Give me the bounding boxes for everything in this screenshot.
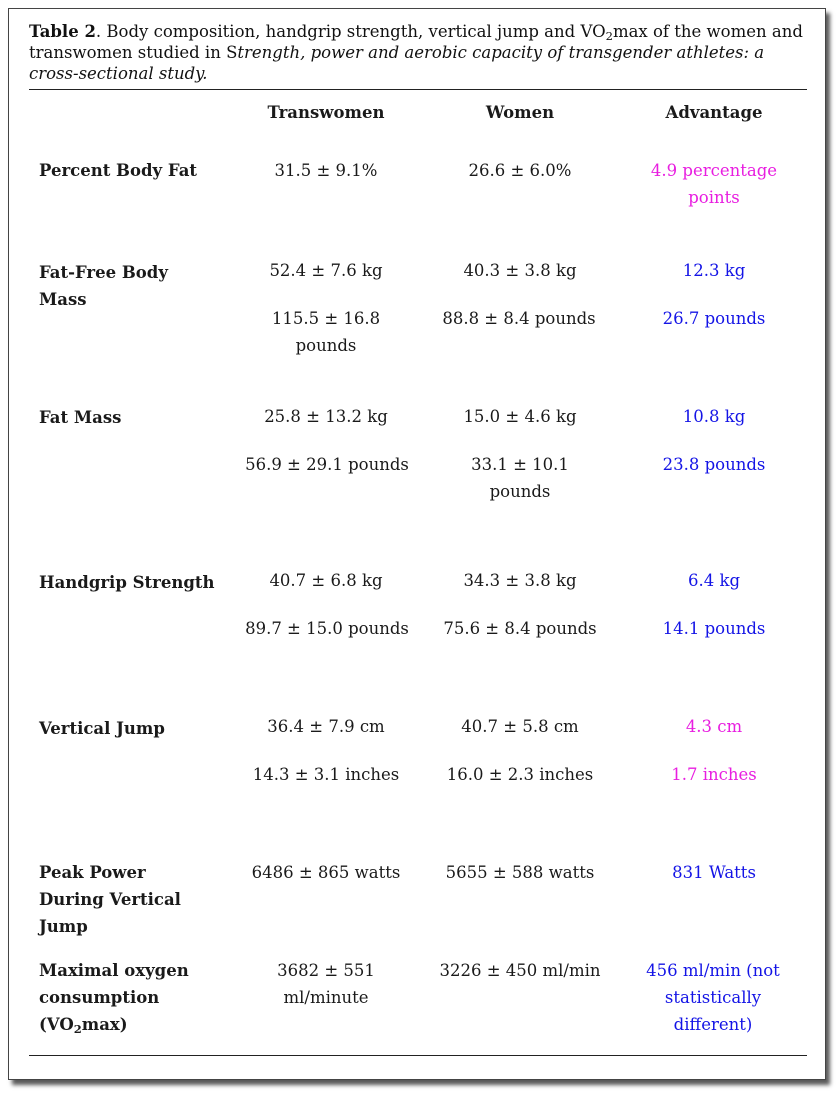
cell-hg-trans-kg: 40.7 ± 6.8 kg <box>269 571 383 590</box>
cell-body-fat-advantage: 4.9 percentage points <box>650 161 778 207</box>
row-label-fat-free-mass: Fat-Free Body Mass <box>39 263 168 309</box>
cell-ffm-advantage-kg: 12.3 kg <box>682 261 746 280</box>
cell-vj-advantage-cm: 4.3 cm <box>685 717 743 736</box>
cell-body-fat-women: 26.6 ± 6.0% <box>468 161 572 180</box>
cell-vo2-advantage: 456 ml/min (not statistically different) <box>646 961 780 1034</box>
cell-hg-advantage-lb: 14.1 pounds <box>662 619 766 638</box>
row-label-vertical-jump: Vertical Jump <box>39 719 165 738</box>
cell-body-fat-trans: 31.5 ± 9.1% <box>274 161 378 180</box>
cell-fm-trans-lb: 56.9 ± 29.1 pounds <box>245 455 409 474</box>
cell-hg-trans-lb: 89.7 ± 15.0 pounds <box>245 619 409 638</box>
header-advantage: Advantage <box>665 103 763 122</box>
row-label-fat-mass: Fat Mass <box>39 408 122 427</box>
top-rule <box>29 89 807 90</box>
table-caption: Table 2. Body composition, handgrip strength, vertical jump and $VO_2\max$ of the women and transwomen studied in Strength, power and aerobic capacity of transgender athletes: a cross-sectional study. <box>29 22 803 83</box>
cell-fm-trans-kg: 25.8 ± 13.2 kg <box>264 407 388 426</box>
cell-fm-women-lb: 33.1 ± 10.1 pounds <box>471 455 569 501</box>
row-label-body-fat: Percent Body Fat <box>39 161 198 180</box>
cell-vj-trans-cm: 36.4 ± 7.9 cm <box>267 717 385 736</box>
cell-vj-advantage-in: 1.7 inches <box>671 765 757 784</box>
bottom-rule <box>29 1055 807 1056</box>
cell-fm-women-kg: 15.0 ± 4.6 kg <box>463 407 577 426</box>
cell-vj-women-in: 16.0 ± 2.3 inches <box>446 765 594 784</box>
cell-hg-advantage-kg: 6.4 kg <box>687 571 741 590</box>
study-title: trength, power and aerobic capacity of transgender athletes: a cross-sectional study. <box>29 43 765 83</box>
cell-pp-women: 5655 ± 588 watts <box>445 863 595 882</box>
cell-vo2-trans: 3682 ± 551 ml/minute <box>277 961 375 1007</box>
cell-ffm-advantage-lb: 26.7 pounds <box>662 309 766 328</box>
cell-vo2-women: 3226 ± 450 ml/min <box>439 961 601 980</box>
row-label-handgrip: Handgrip Strength <box>39 573 215 592</box>
table-card <box>8 8 826 1080</box>
cell-hg-women-kg: 34.3 ± 3.8 kg <box>463 571 577 590</box>
cell-vj-women-cm: 40.7 ± 5.8 cm <box>461 717 579 736</box>
cell-ffm-trans-kg: 52.4 ± 7.6 kg <box>269 261 383 280</box>
header-women: Women <box>485 103 555 122</box>
cell-hg-women-lb: 75.6 ± 8.4 pounds <box>443 619 597 638</box>
cell-ffm-women-lb: 88.8 ± 8.4 pounds <box>442 309 596 328</box>
cell-ffm-trans-lb: 115.5 ± 16.8 pounds <box>271 309 381 355</box>
cell-pp-trans: 6486 ± 865 watts <box>251 863 401 882</box>
cell-vj-trans-in: 14.3 ± 3.1 inches <box>252 765 400 784</box>
header-transwomen: Transwomen <box>267 103 385 122</box>
cell-fm-advantage-kg: 10.8 kg <box>682 407 746 426</box>
row-label-peak-power: Peak Power During Vertical Jump <box>39 863 181 936</box>
cell-fm-advantage-lb: 23.8 pounds <box>662 455 766 474</box>
cell-pp-advantage: 831 Watts <box>672 863 756 882</box>
table-number: Table 2 <box>29 22 96 41</box>
cell-ffm-women-kg: 40.3 ± 3.8 kg <box>463 261 577 280</box>
row-label-vo2max: Maximal oxygen consumption $(VO_2\max)$ <box>39 961 189 1036</box>
